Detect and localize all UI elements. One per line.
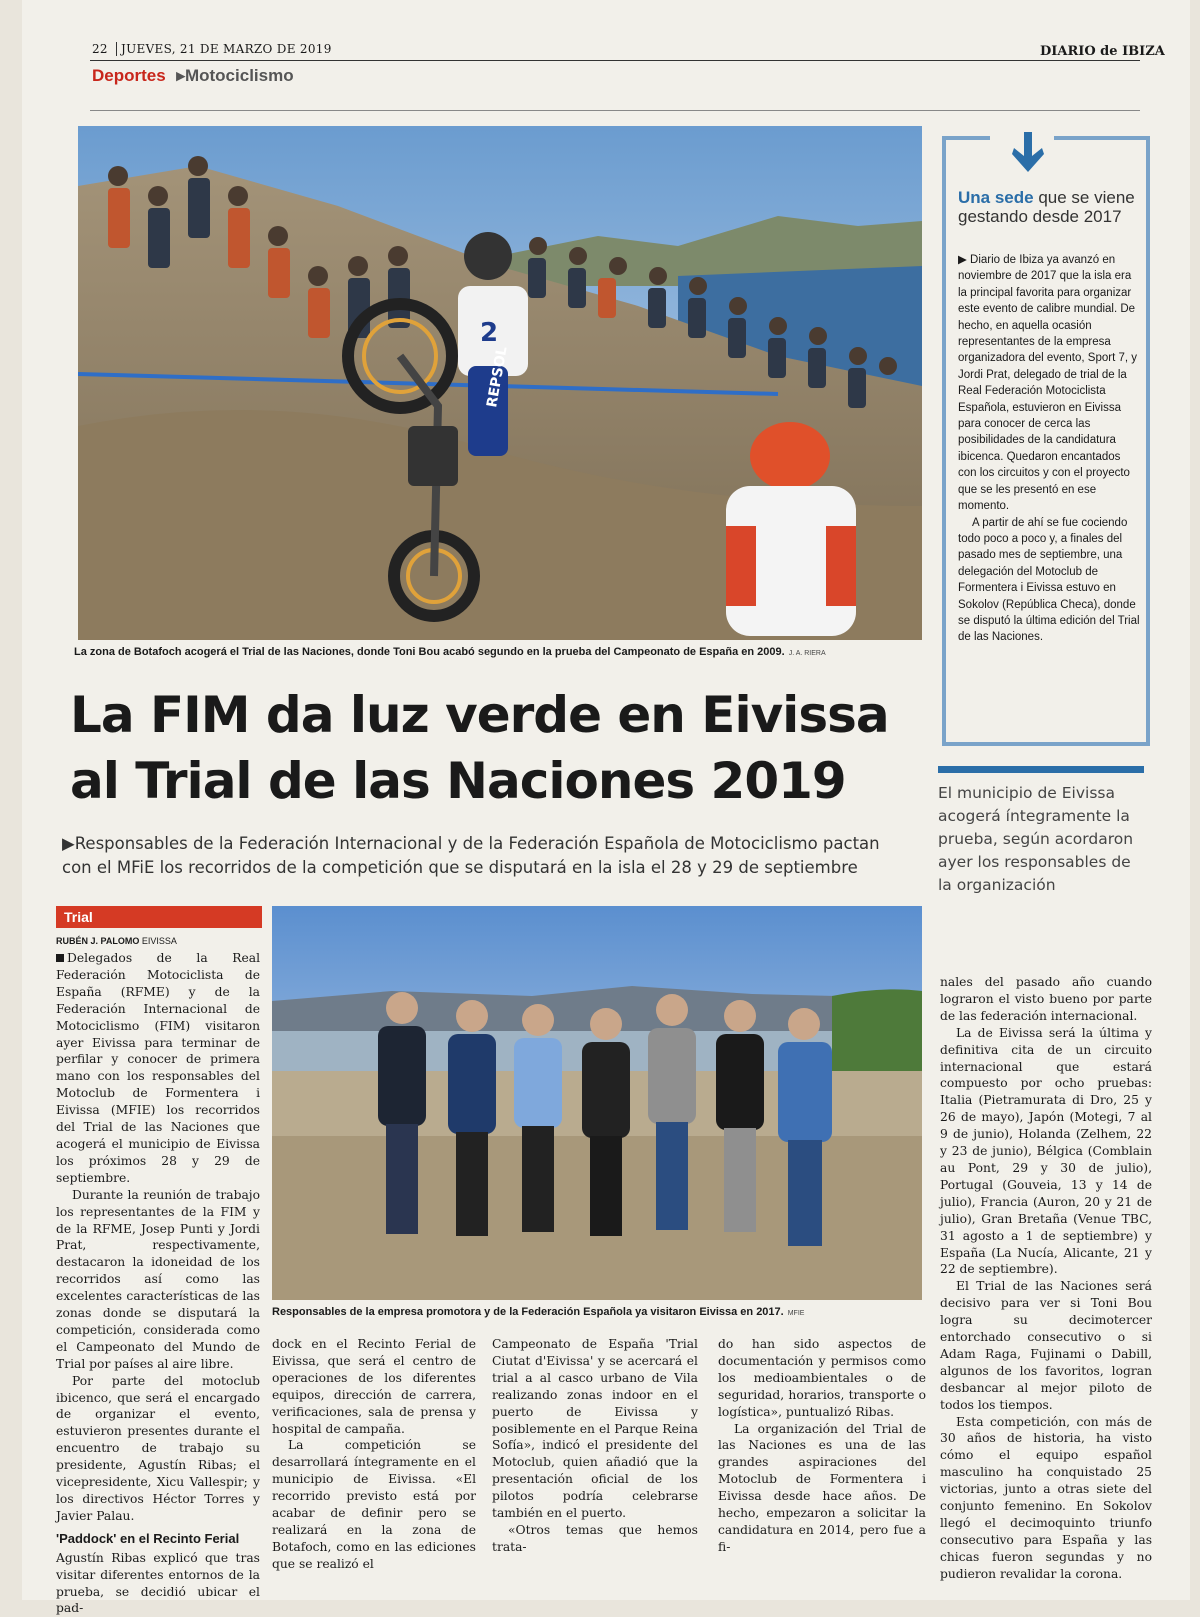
issue-date: JUEVES, 21 DE MARZO DE 2019	[116, 42, 332, 56]
article-paragraph: La de Eivissa será la última y definitiva cita de un circuito internacional que estará compuesto por ocho pruebas: Italia (Pietramurata di Dro, 25 y 26 de mayo), Japón (Motegi, 7 al 9 de junio), Holanda (Zelhem, 22 y 23 de junio), Bélgica (Comblain au Pont, 29 y 30 de julio), Portugal (Gouveia, 13 y 14 de julio), Francia (Auron, 20 y 21 de julio), Gran Bretaña (Venue TBC, 31 agosto a 1 de septiembre) y España (La Nucía, Alicante, 21 y 22 de septiembre).	[940, 1025, 1152, 1277]
article-paragraph: Por parte del motoclub ibicenco, que será el encargado de organizar el evento, estuvieron presentes durante el encuentro de trabajo su presidente, Agustín Ribas; el vicepresidente, Xicu Vallespir; y los directivos Héctor Torres y Javier Palau.	[56, 1373, 260, 1523]
article-headline: La FIM da luz verde en Eivissa al Trial de las Naciones 2019	[70, 686, 889, 810]
article-subhead: 'Paddock' en el Recinto Ferial	[56, 1530, 240, 1546]
article-column-5	[940, 974, 1152, 1583]
article-subheadline: ▶Responsables de la Federación Internacional y de la Federación Española de Motociclismo pactan con el MFiE los recorridos de la competición que se disputará en la isla el 28 y 29 de septiembre	[62, 834, 880, 877]
article-tag: Trial	[56, 906, 262, 928]
article-paragraph: El Trial de las Naciones será decisivo para ver si Toni Bou logra su decimotercer entorchado consecutivo o si Adam Raga, Fujinami o Dabill, algunos de los favoritos, logran desbancar al mejor piloto de todos los tiempos.	[940, 1279, 1152, 1412]
sidebar-title-highlight: Una sede	[958, 188, 1034, 207]
group-photo-caption: Responsables de la empresa promotora y de la Federación Española ya visitaron Eivissa en 2017. MFIE	[272, 1306, 805, 1318]
sidebar-paragraph: A partir de ahí se fue cociendo todo poco a poco y, a finales del pasado mes de septiembre, una delegación del Motoclub de Formentera i Eivissa estuvo en Sokolov (República Checa), donde se disputó la última edición del Trial de las Naciones.	[958, 516, 1140, 644]
down-arrow-icon	[1010, 130, 1046, 176]
publication-name: DIARIO de IBIZA	[1040, 44, 1165, 59]
main-photo	[78, 126, 922, 640]
main-photo-credit: J. A. RIERA	[788, 650, 826, 657]
group-photo	[272, 906, 922, 1300]
author-location: EIVISSA	[141, 936, 177, 946]
header-rule	[90, 60, 1140, 61]
pull-quote: El municipio de Eivissa acogerá íntegramente la prueba, según acordaron ayer los responsables de la organización	[938, 784, 1134, 894]
article-paragraph: Durante la reunión de trabajo los representantes de la FIM y de la RFME, Josep Punti y Jordi Prat, respectivamente, destacaron la idoneidad de los recorridos así como las excelentes características de las zonas donde se disputará la competición, considerada como el Campeonato del Mundo de Trial por países al aire libre.	[56, 1187, 260, 1371]
article-column-3	[492, 1336, 698, 1556]
article-paragraph: dock en el Recinto Ferial de Eivissa, que será el centro de operaciones de los diferentes equipos, dirección de carrera, verificaciones, sala de prensa y hospital de campaña.	[272, 1337, 476, 1436]
article-column-2	[272, 1336, 476, 1573]
article-paragraph: La competición se desarrollará íntegramente en el municipio de Eivissa. «El recorrido previsto está por acabar de definir pero se realizará en la zona de Botafoch, como en las ediciones que se realizó el	[272, 1438, 476, 1571]
rider-number: 2	[480, 318, 499, 348]
sidebar-title-rest: que se viene gestando desde 2017	[958, 188, 1135, 226]
article-paragraph: nales del pasado año cuando lograron el visto bueno por parte de las federación internacional.	[940, 975, 1152, 1023]
group-photo-credit: MFIE	[787, 1310, 805, 1317]
sidebar-paragraph: ▶ Diario de Ibiza ya avanzó en noviembre de 2017 que la isla era la principal favorita para organizar este evento de calibre mundial. De hecho, en aquella ocasión representantes de la empresa organizadora del evento, Sport 7, y Jordi Prat, delegado de trial de la Real Federación Motociclista Española, estuvieron en Eivissa para conocer de cerca las posibilidades de la candidatura ibicenca. Quedaron encantados con los circuitos y con el proyecto que se les presentó en ese momento.	[958, 254, 1138, 513]
article-paragraph: Esta competición, con más de 30 años de historia, ha visto cómo el equipo español masculino ha conquistado 25 victorias, junto a otras siete del conjunto femenino. En Sokolov llegó el decimoquinto triunfo consecutivo para España y las chicas fueron segundas y no pudieron revalidar la corona.	[940, 1414, 1152, 1581]
lead-square-icon	[56, 954, 64, 962]
article-paragraph: do han sido aspectos de documentación y permisos como los medioambientales o de seguridad, horarios, transporte o logística», puntualizó Ribas.	[718, 1337, 926, 1419]
sidebar-top-border-right	[1054, 136, 1146, 140]
main-photo-caption: La zona de Botafoch acogerá el Trial de las Naciones, donde Toni Bou acabó segundo en la prueba del Campeonato de España en 2009. J. A. RIERA	[74, 646, 826, 658]
article-column-1	[56, 950, 260, 1617]
article-paragraph: Agustín Ribas explicó que tras visitar diferentes entornos de la prueba, se decidió ubicar el pad-	[56, 1550, 260, 1616]
pull-quote-bar	[938, 766, 1144, 773]
author-name: RUBÉN J. PALOMO	[56, 936, 140, 946]
page-header-date-line	[92, 42, 332, 56]
sponsor-text: REPSOL	[484, 345, 511, 409]
sidebar-title	[958, 188, 1138, 226]
article-paragraph: Delegados de la Real Federación Motociclista de España (RFME) y de la Federación Internacional de Motociclismo (FIM) visitaron ayer Eivissa para terminar de perfilar y conocer de primera mano con los responsables del Motoclub de Formentera i Eivissa (MFIE) los recorridos del Trial de las Naciones que acogerá el municipio de Eivissa los próximos 28 y 29 de septiembre.	[56, 951, 260, 1185]
section-label	[92, 66, 294, 86]
section-name: Deportes	[92, 66, 166, 85]
article-paragraph: «Otros temas que hemos trata-	[492, 1522, 698, 1554]
byline	[56, 936, 177, 946]
article-paragraph: La organización del Trial de las Naciones es una de las grandes aspiraciones del Motoclub de Formentera i Eivissa desde hace años. De hecho, empezaron a solicitar la candidatura en 2014, pero fue a fi-	[718, 1421, 926, 1554]
article-paragraph: Campeonato de España 'Trial Ciutat d'Eivissa' y se acercará el trial a al casco urbano de Vila realizando zonas indoor en el puerto de Eivissa y posiblemente en el Parque Reina Sofía», indicó el presidente del Motoclub, quien añadió que la presentación oficial de los pilotos podría celebrarse también en el puerto.	[492, 1337, 698, 1521]
section-rule	[90, 110, 1140, 111]
page-number: 22	[92, 42, 108, 56]
sidebar-top-border-left	[942, 136, 990, 140]
subsection-name: ▸Motociclismo	[176, 66, 294, 85]
article-column-4	[718, 1336, 926, 1556]
sidebar-body	[958, 252, 1140, 646]
